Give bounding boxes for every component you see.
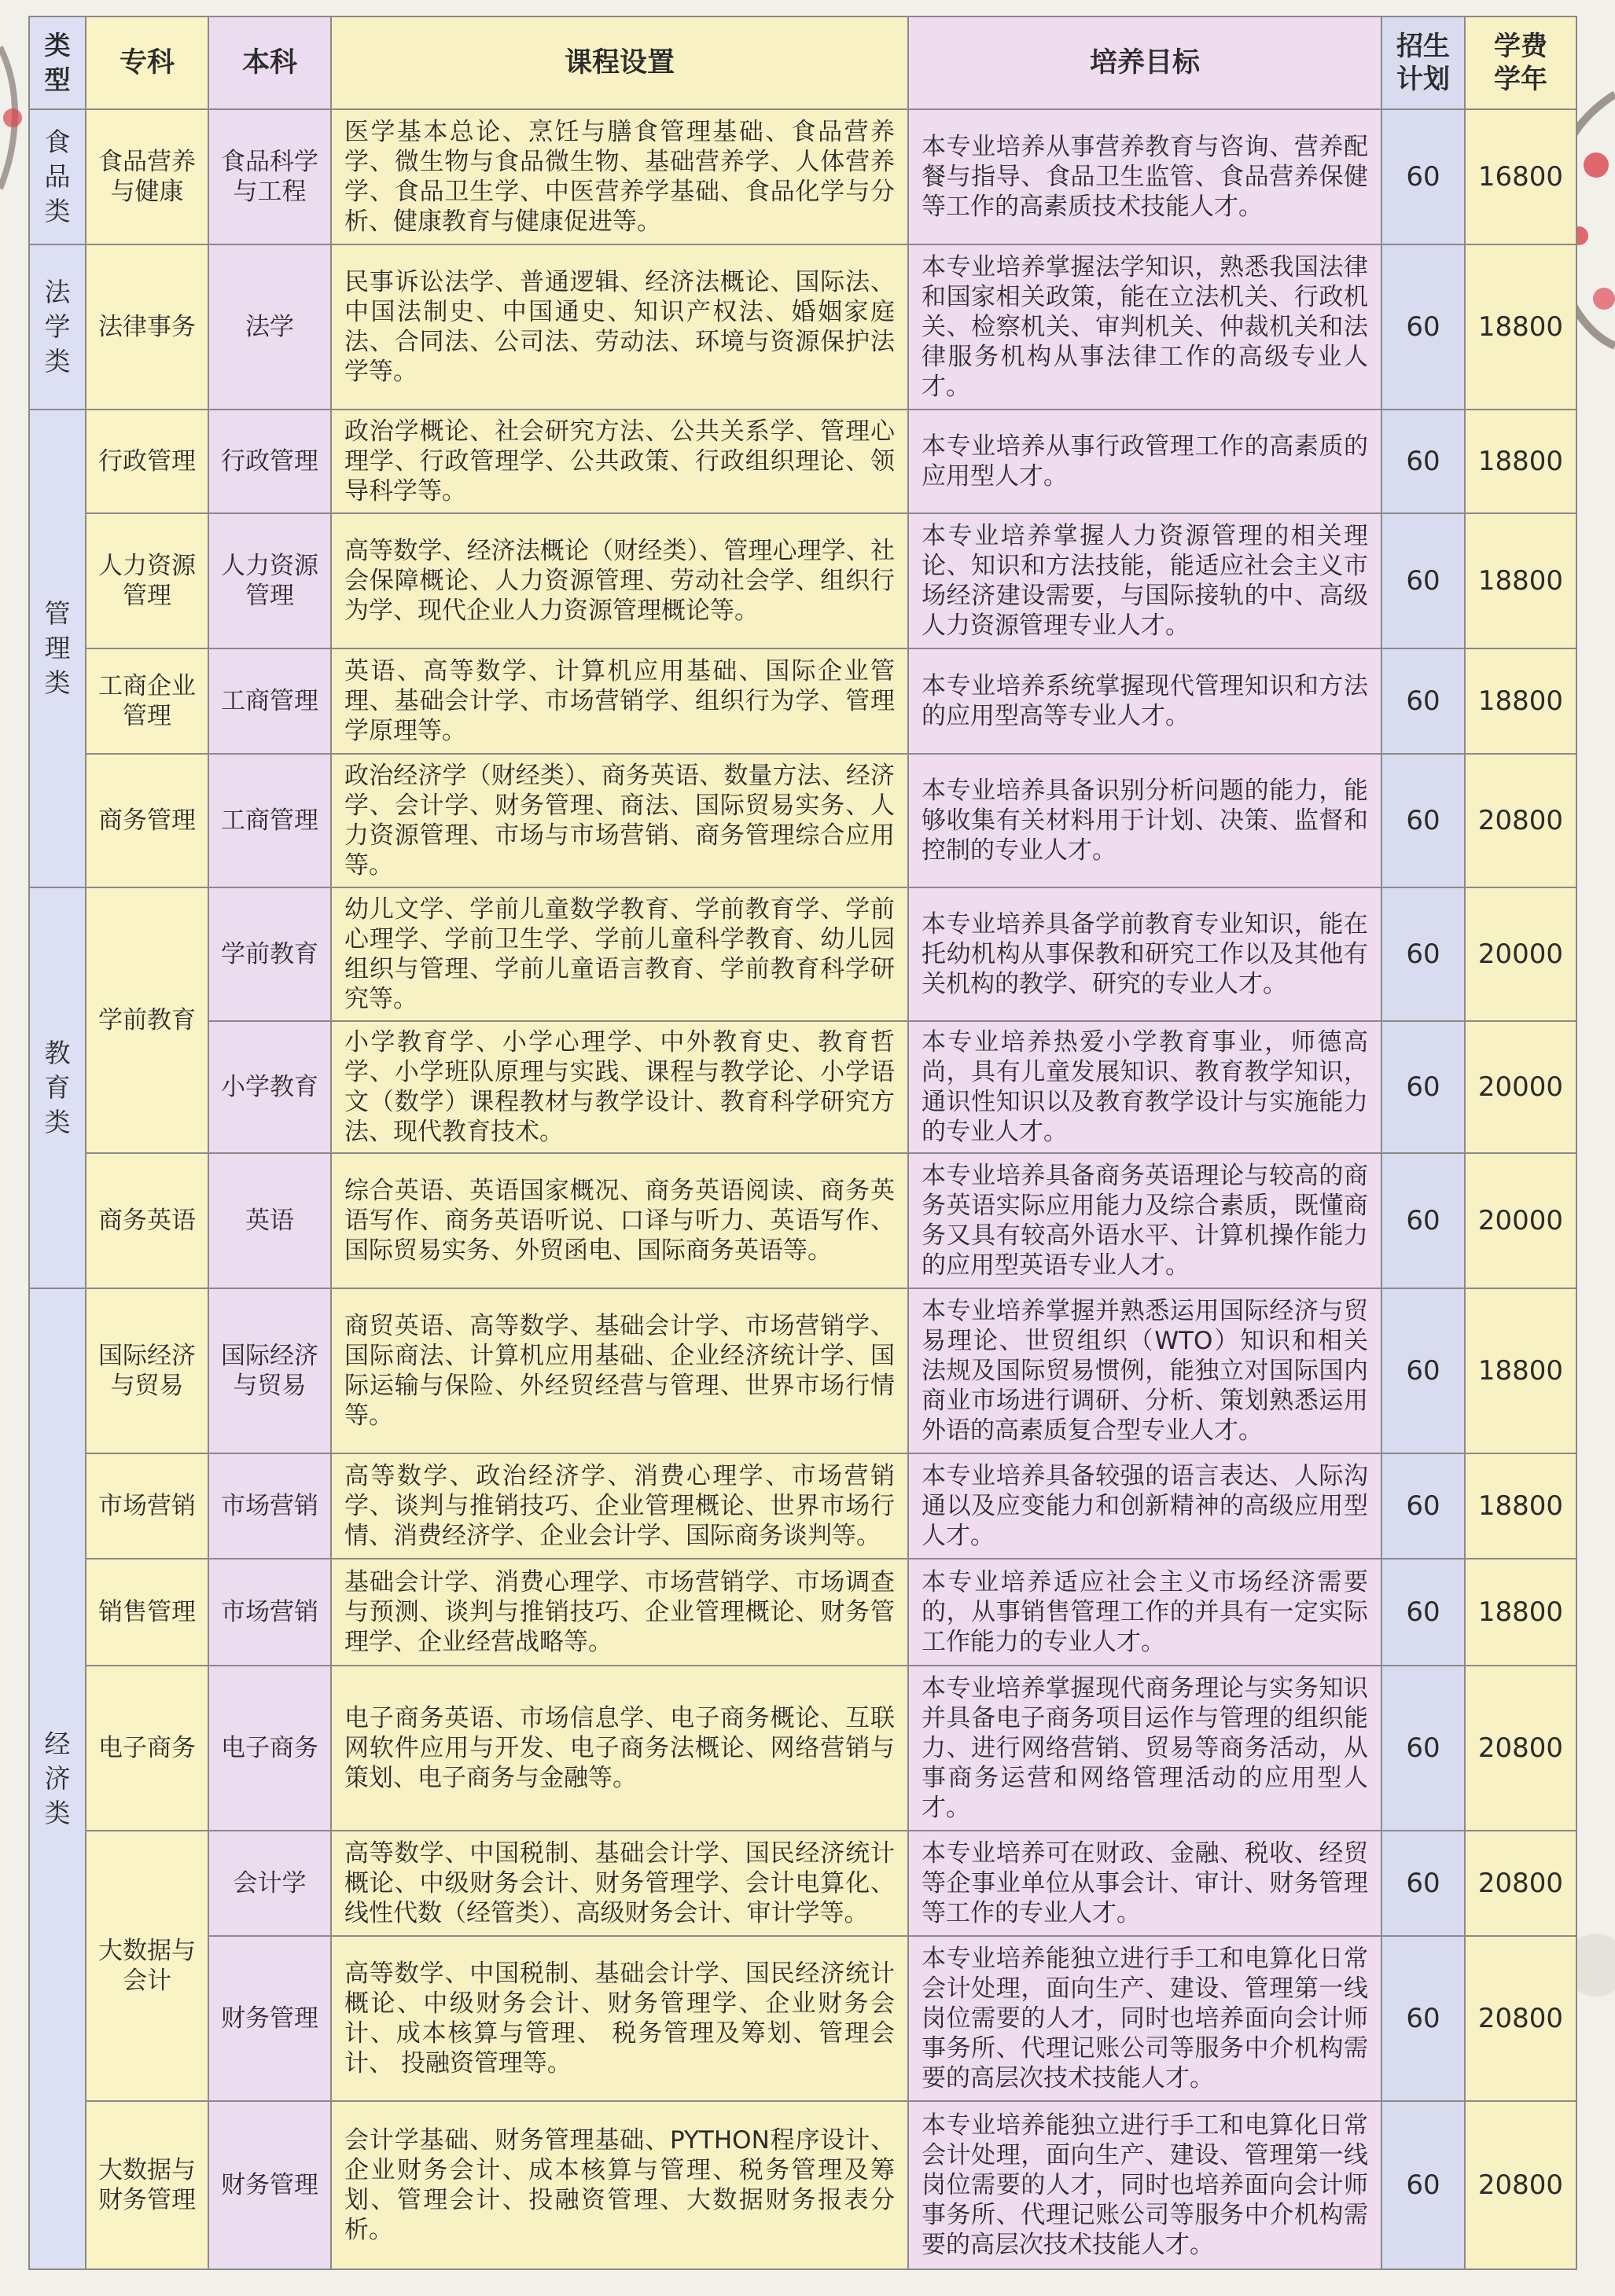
courses-cell: 医学基本总论、烹饪与膳食管理基础、食品营养学、微生物与食品微生物、基础营养学、人体营养学、食品卫生学、中医营养学基础、食品化学与分析、健康教育与健康促进等。: [331, 109, 908, 244]
category-food: 食 品 类: [29, 109, 86, 244]
benke-cell: 电子商务: [208, 1666, 331, 1831]
courses-cell: 政治经济学（财经类）、商务英语、数量方法、经济学、会计学、财务管理、商法、国际贸易实务、人力资源管理、市场与市场营销、商务管理综合应用等。: [331, 754, 908, 887]
header-plan: 招生 计划: [1381, 17, 1465, 109]
zhuanke-cell: 销售管理: [86, 1559, 208, 1666]
benke-cell: 国际经济与贸易: [208, 1288, 331, 1453]
courses-cell: 综合英语、英语国家概况、商务英语阅读、商务英语写作、商务英语听说、口译与听力、英语写作、国际贸易实务、外贸函电、国际商务英语等。: [331, 1153, 908, 1288]
goal-cell: 本专业培养系统掌握现代管理知识和方法的应用型高等专业人才。: [908, 648, 1381, 754]
fee-cell: 20800: [1465, 1666, 1576, 1831]
goal-cell: 本专业培养适应社会主义市场经济需要的，从事销售管理工作的并具有一定实际工作能力的专业人才。: [908, 1559, 1381, 1666]
table-row: [29, 1021, 1576, 1153]
goal-cell: 本专业培养掌握并熟悉运用国际经济与贸易理论、世贸组织（WTO）知识和相关法规及国际贸易惯例，能独立对国际国内商业市场进行调研、分析、策划熟悉运用外语的高素质复合型专业人才。: [908, 1288, 1381, 1453]
plan-cell: 60: [1381, 410, 1465, 513]
plan-cell: 60: [1381, 2101, 1465, 2269]
table-row: [29, 1831, 1576, 1936]
benke-cell: 财务管理: [208, 1936, 331, 2101]
table-row: [29, 1559, 1576, 1666]
category-management: 管 理 类: [29, 410, 86, 887]
table-row: [29, 1453, 1576, 1559]
fee-cell: 20800: [1465, 1831, 1576, 1936]
header-benke: 本科: [208, 17, 331, 109]
zhuanke-cell: 人力资源管理: [86, 513, 208, 648]
courses-cell: 高等数学、中国税制、基础会计学、国民经济统计概论、中级财务会计、财务管理学、企业财务会计、成本核算与管理、 税务管理及筹划、管理会计、 投融资管理等。: [331, 1936, 908, 2101]
benke-cell: 人力资源管理: [208, 513, 331, 648]
zhuanke-cell: 法律事务: [86, 244, 208, 410]
plan-cell: 60: [1381, 1153, 1465, 1288]
plan-cell: 60: [1381, 1453, 1465, 1559]
benke-cell: 市场营销: [208, 1559, 331, 1666]
category-education: 教 育 类: [29, 887, 86, 1288]
fee-cell: 20000: [1465, 1021, 1576, 1153]
courses-cell: 基础会计学、消费心理学、市场营销学、市场调查与预测、谈判与推销技巧、企业管理概论、财务管理学、企业经营战略等。: [331, 1559, 908, 1666]
plan-cell: 60: [1381, 1831, 1465, 1936]
header-goal: 培养目标: [908, 17, 1381, 109]
goal-cell: 本专业培养能独立进行手工和电算化日常会计处理，面向生产、建设、管理第一线岗位需要的人才，同时也培养面向会计师事务所、代理记账公司等服务中介机构需要的高层次技术技能人才。: [908, 1936, 1381, 2101]
plan-cell: 60: [1381, 1559, 1465, 1666]
header-type: 类 型: [29, 17, 86, 109]
plan-cell: 60: [1381, 513, 1465, 648]
fee-cell: 18800: [1465, 1559, 1576, 1666]
benke-cell: 学前教育: [208, 887, 331, 1021]
zhuanke-cell: 电子商务: [86, 1666, 208, 1831]
table-row: [29, 513, 1576, 648]
zhuanke-cell: 商务管理: [86, 754, 208, 887]
courses-cell: 商贸英语、高等数学、基础会计学、市场营销学、国际商法、计算机应用基础、企业经济统计学、国际运输与保险、外经贸经营与管理、世界市场行情等。: [331, 1288, 908, 1453]
header-row: [29, 17, 1576, 109]
plan-cell: 60: [1381, 109, 1465, 244]
goal-cell: 本专业培养能独立进行手工和电算化日常会计处理，面向生产、建设、管理第一线岗位需要的人才，同时也培养面向会计师事务所、代理记账公司等服务中介机构需要的高层次技术技能人才。: [908, 2101, 1381, 2269]
goal-cell: 本专业培养从事营养教育与咨询、营养配餐与指导、食品卫生监管、食品营养保健等工作的高素质技术技能人才。: [908, 109, 1381, 244]
fee-cell: 18800: [1465, 244, 1576, 410]
plan-cell: 60: [1381, 1021, 1465, 1153]
goal-cell: 本专业培养掌握现代商务理论与实务知识并具备电子商务项目运作与管理的组织能力、进行网络营销、贸易等商务活动，从事商务运营和网络管理活动的应用型人才。: [908, 1666, 1381, 1831]
table-row: [29, 1153, 1576, 1288]
plan-cell: 60: [1381, 244, 1465, 410]
program-table: [28, 16, 1577, 2270]
goal-cell: 本专业培养具备较强的语言表达、人际沟通以及应变能力和创新精神的高级应用型人才。: [908, 1453, 1381, 1559]
goal-cell: 本专业培养具备商务英语理论与较高的商务英语实际应用能力及综合素质，既懂商务又具有较高外语水平、计算机操作能力的应用型英语专业人才。: [908, 1153, 1381, 1288]
fee-cell: 20800: [1465, 2101, 1576, 2269]
courses-cell: 政治学概论、社会研究方法、公共关系学、管理心理学、行政管理学、公共政策、行政组织理论、领导科学等。: [331, 410, 908, 513]
table-row: [29, 2101, 1576, 2269]
zhuanke-cell: 食品营养与健康: [86, 109, 208, 244]
courses-cell: 电子商务英语、市场信息学、电子商务概论、互联网软件应用与开发、电子商务法概论、网络营销与策划、电子商务与金融等。: [331, 1666, 908, 1831]
category-economics: 经 济 类: [29, 1288, 86, 2269]
plan-cell: 60: [1381, 1936, 1465, 2101]
table-row: [29, 410, 1576, 513]
fee-cell: 18800: [1465, 1453, 1576, 1559]
zhuanke-cell: 商务英语: [86, 1153, 208, 1288]
table-row: [29, 109, 1576, 244]
table-row: [29, 754, 1576, 887]
benke-cell: 食品科学与工程: [208, 109, 331, 244]
table-row: [29, 887, 1576, 1021]
table-row: [29, 1936, 1576, 2101]
fee-cell: 18800: [1465, 1288, 1576, 1453]
fee-cell: 20800: [1465, 754, 1576, 887]
courses-cell: 高等数学、中国税制、基础会计学、国民经济统计概论、中级财务会计、财务管理学、会计电算化、线性代数（经管类）、高级财务会计、审计学等。: [331, 1831, 908, 1936]
benke-cell: 工商管理: [208, 648, 331, 754]
table-row: [29, 1288, 1576, 1453]
plan-cell: 60: [1381, 1666, 1465, 1831]
fee-cell: 20800: [1465, 1936, 1576, 2101]
header-courses: 课程设置: [331, 17, 908, 109]
zhuanke-cell: 大数据与财务管理: [86, 2101, 208, 2269]
table-row: [29, 648, 1576, 754]
plan-cell: 60: [1381, 754, 1465, 887]
goal-cell: 本专业培养热爱小学教育事业，师德高尚，具有儿童发展知识、教育教学知识，通识性知识以及教育教学设计与实施能力的专业人才。: [908, 1021, 1381, 1153]
benke-cell: 工商管理: [208, 754, 331, 887]
benke-cell: 英语: [208, 1153, 331, 1288]
zhuanke-cell: 市场营销: [86, 1453, 208, 1559]
goal-cell: 本专业培养掌握法学知识，熟悉我国法律和国家相关政策，能在立法机关、行政机关、检察机关、审判机关、仲裁机关和法律服务机构从事法律工作的高级专业人才。: [908, 244, 1381, 410]
benke-cell: 行政管理: [208, 410, 331, 513]
plan-cell: 60: [1381, 887, 1465, 1021]
fee-cell: 16800: [1465, 109, 1576, 244]
header-fee: 学费 学年: [1465, 17, 1576, 109]
program-table-container: [28, 16, 1576, 2268]
benke-cell: 小学教育: [208, 1021, 331, 1153]
benke-cell: 财务管理: [208, 2101, 331, 2269]
header-zhuanke: 专科: [86, 17, 208, 109]
goal-cell: 本专业培养可在财政、金融、税收、经贸等企事业单位从事会计、审计、财务管理等工作的专业人才。: [908, 1831, 1381, 1936]
goal-cell: 本专业培养从事行政管理工作的高素质的应用型人才。: [908, 410, 1381, 513]
plan-cell: 60: [1381, 648, 1465, 754]
courses-cell: 民事诉讼法学、普通逻辑、经济法概论、国际法、中国法制史、中国通史、知识产权法、婚姻家庭法、合同法、公司法、劳动法、环境与资源保护法学等。: [331, 244, 908, 410]
plan-cell: 60: [1381, 1288, 1465, 1453]
fee-cell: 20000: [1465, 1153, 1576, 1288]
fee-cell: 18800: [1465, 513, 1576, 648]
table-row: [29, 244, 1576, 410]
benke-cell: 法学: [208, 244, 331, 410]
zhuanke-cell: 大数据与会计: [86, 1831, 208, 2101]
zhuanke-cell: 工商企业管理: [86, 648, 208, 754]
fee-cell: 20000: [1465, 887, 1576, 1021]
zhuanke-cell: 学前教育: [86, 887, 208, 1153]
courses-cell: 幼儿文学、学前儿童数学教育、学前教育学、学前心理学、学前卫生学、学前儿童科学教育、幼儿园组织与管理、学前儿童语言教育、学前教育科学研究等。: [331, 887, 908, 1021]
courses-cell: 高等数学、政治经济学、消费心理学、市场营销学、谈判与推销技巧、企业管理概论、世界市场行情、消费经济学、企业会计学、国际商务谈判等。: [331, 1453, 908, 1559]
courses-cell: 英语、高等数学、计算机应用基础、国际企业管理、基础会计学、市场营销学、组织行为学、管理学原理等。: [331, 648, 908, 754]
fee-cell: 18800: [1465, 648, 1576, 754]
fee-cell: 18800: [1465, 410, 1576, 513]
zhuanke-cell: 行政管理: [86, 410, 208, 513]
goal-cell: 本专业培养具备识别分析问题的能力，能够收集有关材料用于计划、决策、监督和控制的专业人才。: [908, 754, 1381, 887]
goal-cell: 本专业培养掌握人力资源管理的相关理论、知识和方法技能，能适应社会主义市场经济建设需要，与国际接轨的中、高级人力资源管理专业人才。: [908, 513, 1381, 648]
benke-cell: 会计学: [208, 1831, 331, 1936]
goal-cell: 本专业培养具备学前教育专业知识，能在托幼机构从事保教和研究工作以及其他有关机构的教学、研究的专业人才。: [908, 887, 1381, 1021]
benke-cell: 市场营销: [208, 1453, 331, 1559]
courses-cell: 小学教育学、小学心理学、中外教育史、教育哲学、小学班队原理与实践、课程与教学论、小学语文（数学）课程教材与教学设计、教育科学研究方法、现代教育技术。: [331, 1021, 908, 1153]
table-row: [29, 1666, 1576, 1831]
zhuanke-cell: 国际经济与贸易: [86, 1288, 208, 1453]
courses-cell: 会计学基础、财务管理基础、PYTHON程序设计、企业财务会计、成本核算与管理、税务管理及筹划、管理会计、投融资管理、大数据财务报表分析。: [331, 2101, 908, 2269]
courses-cell: 高等数学、经济法概论（财经类）、管理心理学、社会保障概论、人力资源管理、劳动社会学、组织行为学、现代企业人力资源管理概论等。: [331, 513, 908, 648]
category-law: 法 学 类: [29, 244, 86, 410]
